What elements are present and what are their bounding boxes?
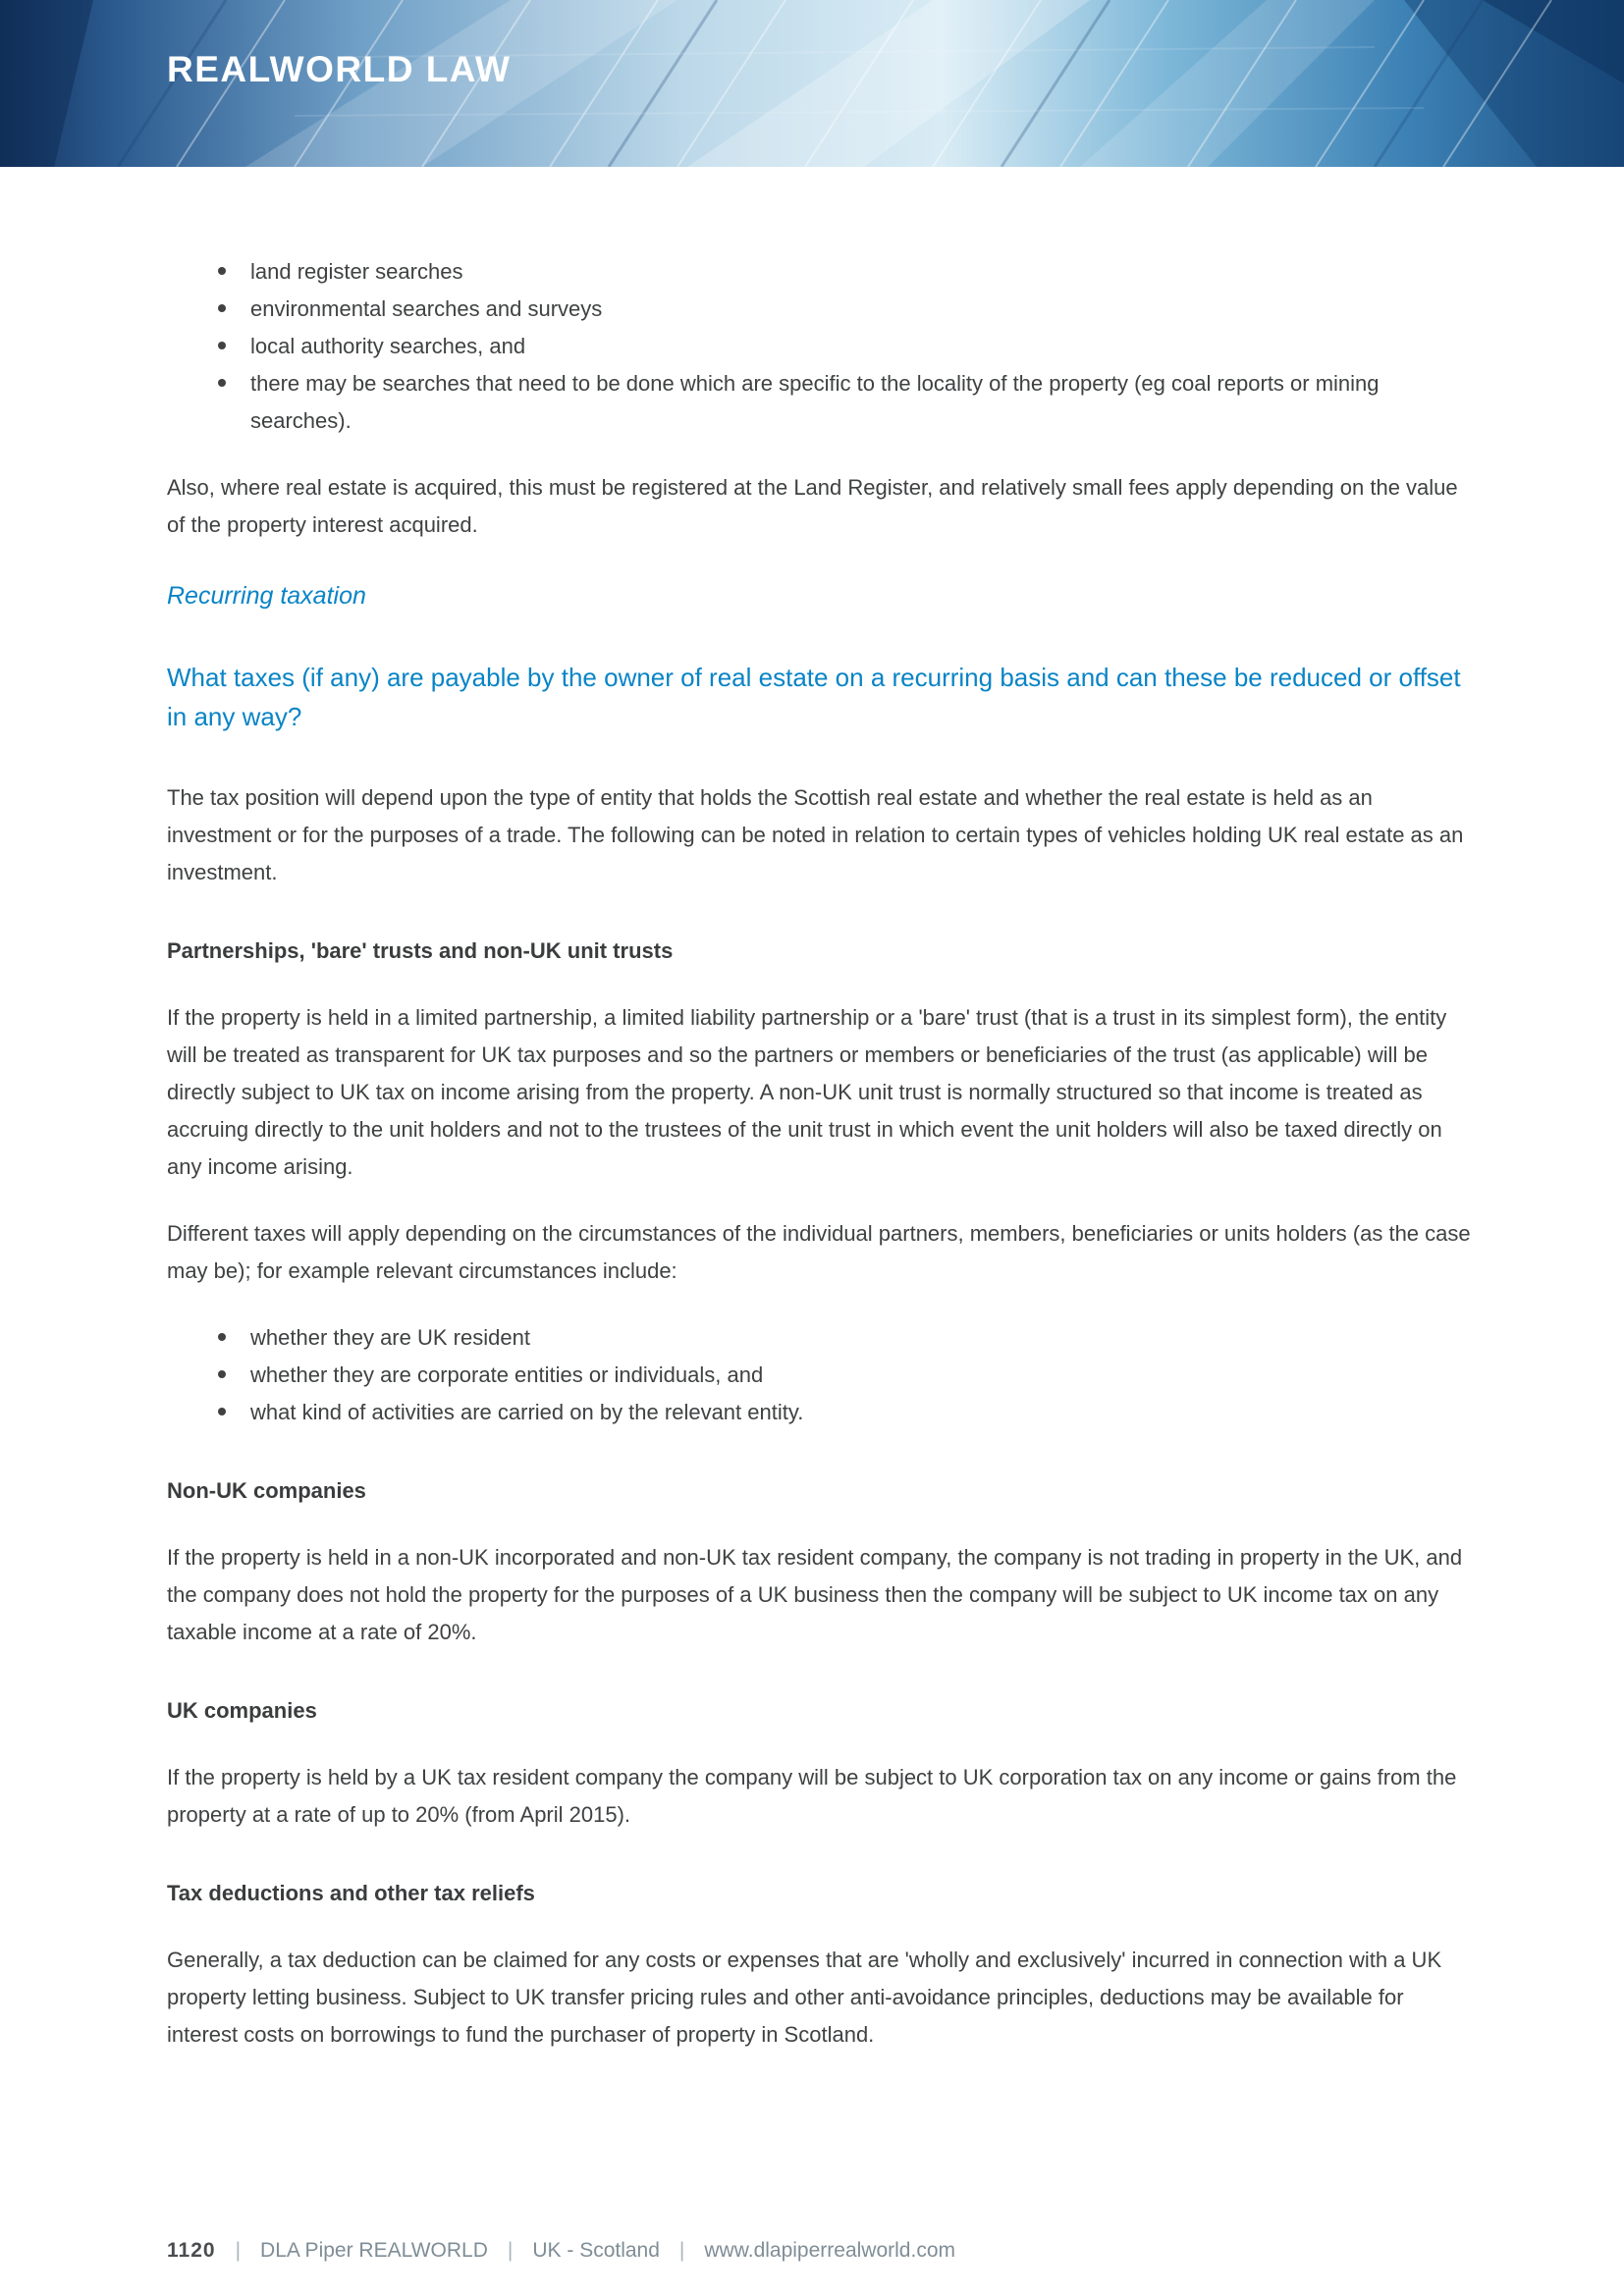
search-bullet-list bbox=[167, 253, 1473, 440]
body-paragraph: Also, where real estate is acquired, this must be registered at the Land Register, and relatively small fees apply depending on the value of the property interest acquired. bbox=[167, 475, 1458, 537]
body-paragraph: The tax position will depend upon the type of entity that holds the Scottish real estate and whether the real estate is held as an investment or for the purposes of a trade. The following can be noted in relation to certain types of vehicles holding UK real estate as an investment. bbox=[167, 785, 1464, 884]
list-item-text: whether they are UK resident bbox=[250, 1325, 530, 1350]
bullet-icon bbox=[218, 379, 226, 387]
bullet-icon bbox=[218, 1408, 226, 1415]
document-body bbox=[167, 253, 1473, 2083]
list-item bbox=[167, 1319, 1473, 1357]
list-item-text: there may be searches that need to be done which are specific to the locality of the property (eg coal reports or mining searches). bbox=[250, 371, 1380, 433]
list-item-text: what kind of activities are carried on by the relevant entity. bbox=[250, 1400, 804, 1424]
subsection-heading-partnerships: Partnerships, 'bare' trusts and non-UK unit trusts bbox=[167, 938, 674, 963]
list-item bbox=[167, 328, 1473, 365]
body-paragraph: Different taxes will apply depending on the circumstances of the individual partners, members, beneficiaries or units holders (as the case may be); for example relevant circumstances include: bbox=[167, 1221, 1471, 1283]
footer-separator: | bbox=[235, 2239, 242, 2262]
footer-separator: | bbox=[678, 2239, 685, 2262]
bullet-icon bbox=[218, 267, 226, 275]
body-paragraph: If the property is held in a non-UK incorporated and non-UK tax resident company, the company is not trading in property in the UK, and the company does not hold the property for the purposes of a UK business then the company will be subject to UK income tax on any taxable income at a rate of 20%. bbox=[167, 1545, 1463, 1644]
page-number: 1120 bbox=[167, 2239, 216, 2262]
subsection-heading-tax-deductions: Tax deductions and other tax reliefs bbox=[167, 1881, 535, 1905]
circumstances-bullet-list bbox=[167, 1319, 1473, 1431]
bullet-icon bbox=[218, 1333, 226, 1341]
list-item-text: whether they are corporate entities or individuals, and bbox=[250, 1362, 764, 1387]
footer-brand: DLA Piper REALWORLD bbox=[260, 2239, 488, 2262]
body-paragraph: If the property is held in a limited partnership, a limited liability partnership or a 'bare' trust (that is a trust in its simplest form), the entity will be treated as transparent for UK tax purposes and so the partners or members or beneficiaries of the trust (as applicable) will be directly subject to UK tax on income arising from the property. A non-UK unit trust is normally structured so that income is treated as accruing directly to the unit holders and not to the trustees of the unit trust in which event the unit holders will also be taxed directly on any income arising. bbox=[167, 1005, 1447, 1179]
body-paragraph: Generally, a tax deduction can be claimed for any costs or expenses that are 'wholly and exclusively' incurred in connection with a UK property letting business. Subject to UK transfer pricing rules and other anti-avoidance principles, deductions may be available for interest costs on borrowings to fund the purchaser of property in Scotland. bbox=[167, 1948, 1442, 2047]
bullet-icon bbox=[218, 1370, 226, 1378]
footer-region: UK - Scotland bbox=[532, 2239, 660, 2262]
list-item bbox=[167, 365, 1473, 440]
list-item bbox=[167, 253, 1473, 291]
section-heading: Recurring taxation bbox=[167, 582, 366, 610]
list-item bbox=[167, 291, 1473, 328]
page-footer bbox=[167, 2239, 955, 2263]
question-heading: What taxes (if any) are payable by the owner of real estate on a recurring basis and can these be reduced or offset in any way? bbox=[167, 663, 1461, 731]
list-item bbox=[167, 1394, 1473, 1431]
list-item-text: land register searches bbox=[250, 259, 463, 284]
subsection-heading-uk-companies: UK companies bbox=[167, 1698, 317, 1723]
body-paragraph: If the property is held by a UK tax resident company the company will be subject to UK corporation tax on any income or gains from the property at a rate of up to 20% (from April 2015). bbox=[167, 1765, 1457, 1827]
list-item-text: local authority searches, and bbox=[250, 334, 526, 358]
list-item-text: environmental searches and surveys bbox=[250, 296, 603, 321]
bullet-icon bbox=[218, 304, 226, 312]
footer-website-link[interactable]: www.dlapiperrealworld.com bbox=[704, 2239, 955, 2262]
page-header bbox=[0, 0, 1624, 167]
subsection-heading-non-uk-companies: Non-UK companies bbox=[167, 1478, 366, 1503]
header-title: REALWORLD LAW bbox=[167, 49, 512, 89]
footer-separator: | bbox=[507, 2239, 514, 2262]
bullet-icon bbox=[218, 342, 226, 349]
list-item bbox=[167, 1357, 1473, 1394]
